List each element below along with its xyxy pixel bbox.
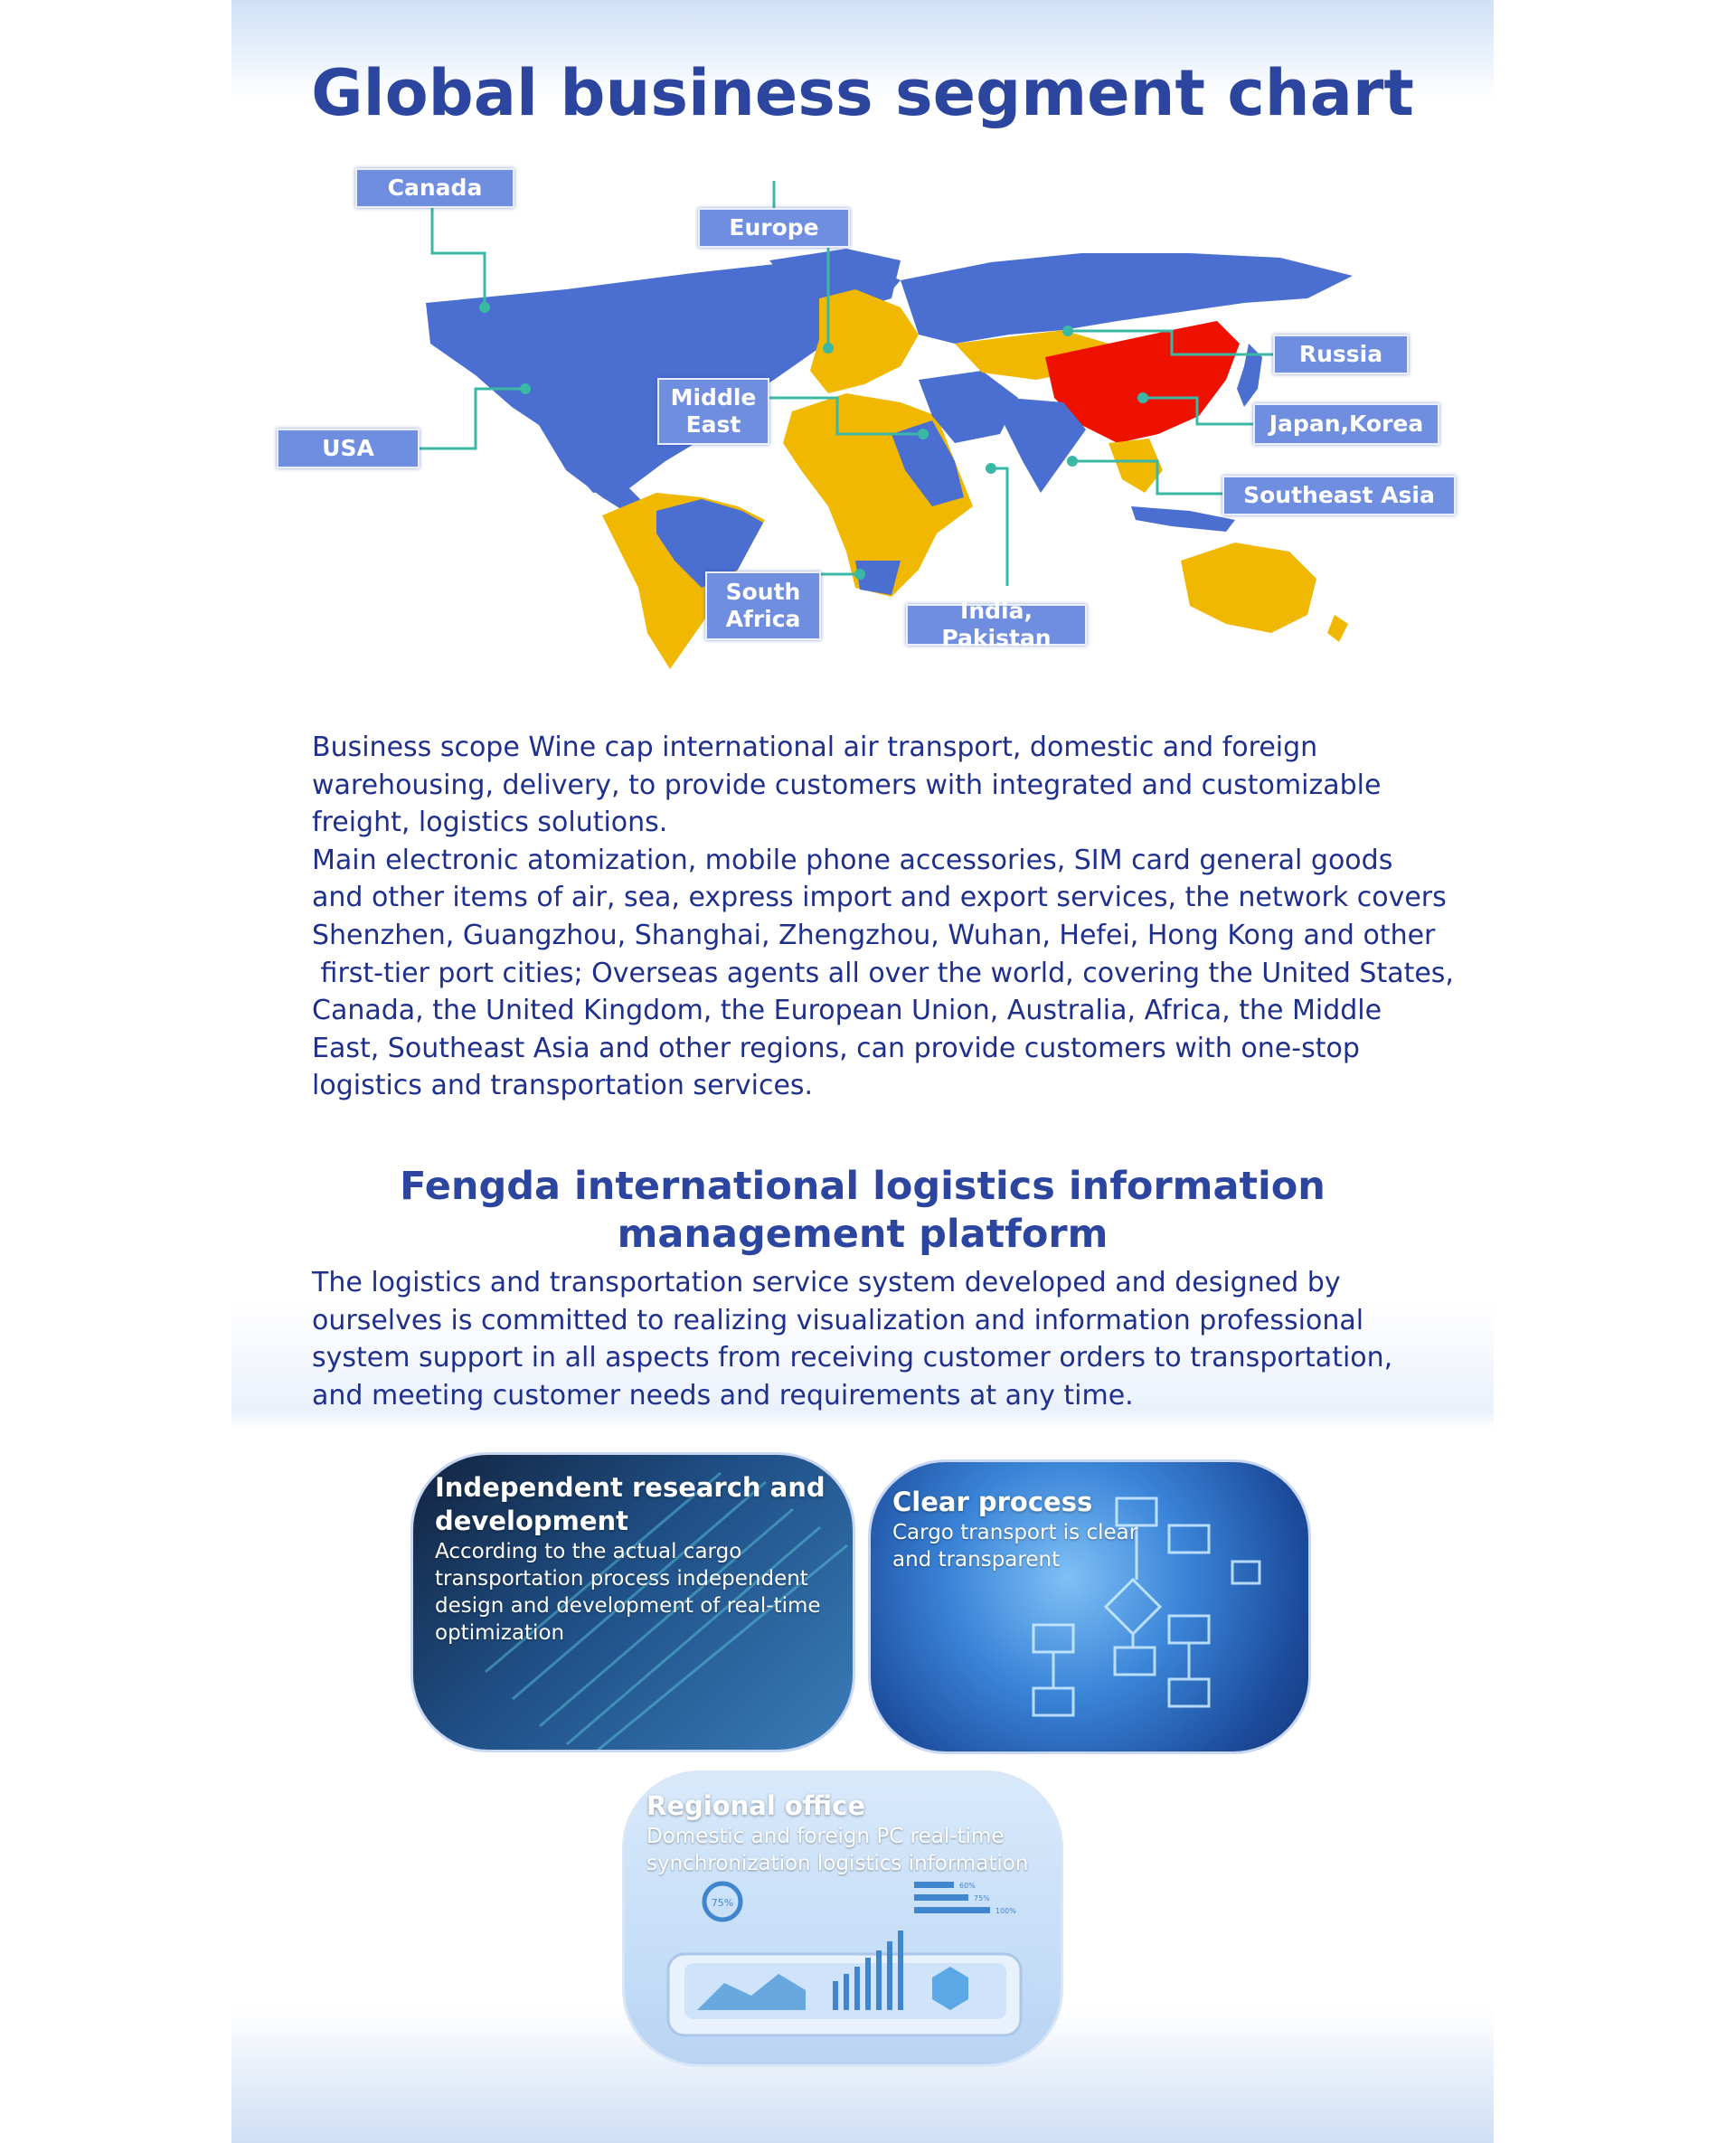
card-description: According to the actual cargo transportation process independent design and development of real-time optimization <box>435 1540 821 1645</box>
indonesia-land <box>1131 506 1235 532</box>
bar-value-1: 60% <box>959 1882 976 1890</box>
region-label-usa: USA <box>277 429 420 468</box>
card-independent-rd <box>410 1452 855 1752</box>
card-title: Regional office <box>646 1790 865 1821</box>
card-title: Clear process <box>892 1487 1093 1517</box>
region-label-europe: Europe <box>698 208 850 248</box>
bar-value-2: 75% <box>974 1894 990 1902</box>
platform-description: The logistics and transportation service system developed and designed by ourselves is committed to realizing visualization and information professional system support in all aspects from receiving customer orders to transportation, and meeting customer needs and requirements at any time. <box>312 1267 1393 1411</box>
card-clear-process <box>868 1459 1311 1754</box>
region-label-south-africa: South Africa <box>705 571 821 640</box>
card-title: Independent research and development <box>435 1472 826 1536</box>
region-label-southeast-asia: Southeast Asia <box>1222 476 1456 515</box>
card-clear-process-text <box>892 1486 1287 1573</box>
europe-land <box>810 289 919 393</box>
card-regional-office-text <box>646 1789 1039 1877</box>
business-scope-text: Business scope Wine cap international air transport, domestic and foreign warehousing, delivery, to provide customers with integrated and customizable freight, logistics solutions. Main electronic atomization, mobile phone accessories, SIM card general goods and other items of air, sea, express import and export services, the network covers Shenzhen, Guangzhou, Shanghai, Zhengzhou, Wuhan, Hefei, Hong Kong and other first-tier port cities; Overseas agents all over the world, covering the United States, Canada, the United Kingdom, the European Union, Australia, Africa, the Middle East, Southeast Asia and other regions, can provide customers with one-stop logistics and transportation services. <box>312 732 1454 1102</box>
new-zealand-land <box>1327 615 1348 642</box>
connector-india <box>991 468 1007 586</box>
card-description: Cargo transport is clear and transparent <box>892 1521 1138 1572</box>
region-label-india-pakistan: India, Pakistan <box>906 604 1087 646</box>
southeast-asia-land <box>1109 439 1163 493</box>
card-description: Domestic and foreign PC real-time synchronization logistics information <box>646 1825 1029 1875</box>
connector-canada <box>432 208 485 307</box>
australia-land <box>1181 543 1316 633</box>
region-label-russia: Russia <box>1273 335 1409 374</box>
bar-value-3: 100% <box>995 1907 1016 1915</box>
card-regional-office <box>622 1770 1063 2067</box>
card-independent-rd-text <box>435 1471 831 1647</box>
region-label-canada: Canada <box>355 168 514 208</box>
region-label-japan-korea: Japan,Korea <box>1253 403 1439 445</box>
page-title: Global business segment chart <box>311 56 1414 130</box>
dial-value: 75% <box>711 1897 734 1909</box>
platform-title: Fengda international logistics information management platform <box>400 1164 1326 1257</box>
region-label-middle-east: Middle East <box>657 378 769 445</box>
